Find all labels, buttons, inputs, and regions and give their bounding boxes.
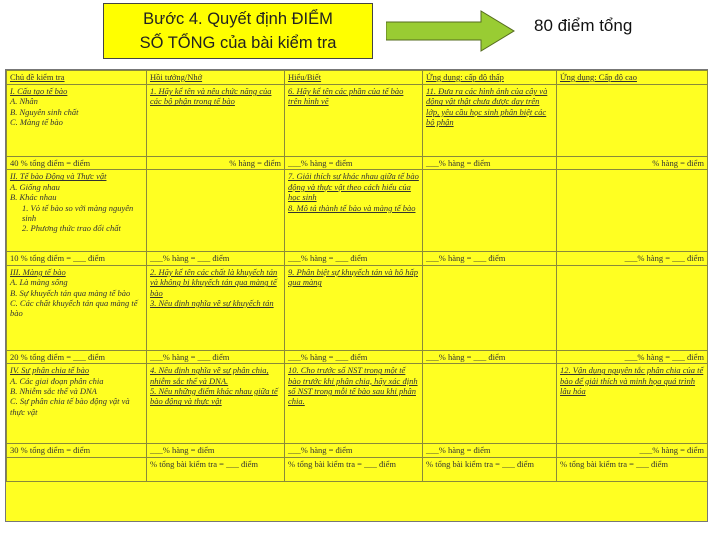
points-cell: 20 % tổng điểm = ___ điểm — [7, 350, 147, 363]
topic-line: 1. Vỏ tế bào so với màng nguyên sinh — [22, 202, 134, 224]
points-cell: ___% hàng = điểm — [423, 157, 557, 170]
total-points-label: 80 điểm tổng — [534, 16, 633, 35]
understand-line: 7. Giải thích sự khác nhau giữa tế bào động và thực vật theo cách hiểu của học sinh — [288, 171, 419, 203]
totals-cell: % tổng bài kiểm tra = ___ điểm — [557, 457, 708, 481]
topic-line: C. Sự phân chia tế bào động vật và thực vật — [10, 396, 130, 417]
topic-line: 2. Phương thức trao đổi chất — [22, 223, 121, 234]
step-title-box — [103, 3, 373, 59]
remember-line: 2. Hãy kể tên các chất là khuyếch tán và không bị khuyếch tán qua màng tế bào — [150, 266, 278, 298]
understand-cell — [285, 170, 423, 252]
points-cell: ___% hàng = ___ điểm — [557, 252, 708, 265]
topic-line: A. Các giai đoạn phân chia — [10, 375, 104, 386]
points-cell: ___% hàng = điểm — [557, 444, 708, 457]
remember-cell — [147, 170, 285, 252]
points-cell: ___% hàng = ___ điểm — [147, 252, 285, 265]
totals-cell: % tổng bài kiểm tra = ___ điểm — [147, 457, 285, 481]
topic-line: I. Cấu tạo tế bào — [10, 86, 68, 96]
points-cell: ___% hàng = điểm — [285, 444, 423, 457]
apply-high-cell — [557, 265, 708, 350]
right-arrow-icon — [386, 10, 516, 52]
points-cell: % hàng = điểm — [557, 157, 708, 170]
understand-cell: 6. Hãy kể tên các phần của tế bào trên hình vẽ — [285, 85, 423, 157]
topic-line: B. Khác nhau — [10, 192, 57, 203]
points-cell: 30 % tổng điểm = điểm — [7, 444, 147, 457]
apply-low-cell — [423, 170, 557, 252]
points-cell: ___% hàng = ___ điểm — [147, 350, 285, 363]
header-apply-high: Ứng dụng: Cấp độ cao — [557, 71, 708, 85]
points-cell: 10 % tổng điểm = ___ điểm — [7, 252, 147, 265]
header-row — [7, 71, 708, 85]
points-cell: % hàng = điểm — [147, 157, 285, 170]
points-cell: 40 % tổng điểm = điểm — [7, 157, 147, 170]
topic-cell — [7, 265, 147, 350]
topic-line: B. Nguyên sinh chất — [10, 106, 79, 117]
topic-line: B. Sự khuyếch tán qua màng tế bào — [10, 287, 131, 298]
apply-high-cell — [557, 85, 708, 157]
points-row — [7, 444, 708, 457]
topic-line: C. Màng tế bào — [10, 117, 63, 128]
table-row — [7, 265, 708, 350]
understand-line: 8. Mô tả thành tế bào và màng tế bào — [288, 202, 416, 213]
totals-cell: % tổng bài kiểm tra = ___ điểm — [285, 457, 423, 481]
points-row — [7, 157, 708, 170]
apply-low-cell: 11. Đưa ra các hình ảnh của cây và động vật thật chưa được dạy trên lớp, yêu cầu học sinh phân biệt các bộ phận — [423, 85, 557, 157]
header-understand: Hiểu/Biết — [285, 71, 423, 85]
topic-cell — [7, 364, 147, 444]
apply-low-cell — [423, 364, 557, 444]
points-cell: ___% hàng = điểm — [423, 444, 557, 457]
apply-high-cell: 12. Vận dụng nguyên tắc phân chia của tế bào để giải thích và minh họa quá trình lâu hóa — [557, 364, 708, 444]
table-row — [7, 85, 708, 157]
remember-line: 3. Nêu định nghĩa về sự khuyếch tán — [150, 298, 274, 309]
apply-low-cell — [423, 265, 557, 350]
test-blueprint-table — [5, 69, 708, 522]
understand-cell: 9. Phân biệt sự khuyếch tán và hô hấp qua màng — [285, 265, 423, 350]
points-cell: ___% hàng = ___ điểm — [285, 350, 423, 363]
points-cell: ___% hàng = điểm — [285, 157, 423, 170]
remember-line: 5. Nêu những điểm khác nhau giữa tế bào động và thực vật — [150, 386, 278, 407]
remember-cell — [147, 265, 285, 350]
step-title-line2: SỐ TỔNG của bài kiểm tra — [139, 34, 337, 52]
topic-line: III. Màng tế bào — [10, 266, 66, 277]
totals-cell — [7, 457, 147, 481]
points-cell: ___% hàng = điểm — [147, 444, 285, 457]
totals-cell: % tổng bài kiểm tra = ___ điểm — [423, 457, 557, 481]
points-row — [7, 350, 708, 363]
topic-line: A. Giống nhau — [10, 181, 60, 192]
totals-row — [7, 457, 708, 481]
topic-cell — [7, 170, 147, 252]
points-cell: ___% hàng = ___ điểm — [423, 350, 557, 363]
points-cell: ___% hàng = ___ điểm — [557, 350, 708, 363]
topic-line: A. Nhân — [10, 96, 38, 107]
points-cell: ___% hàng = ___ điểm — [285, 252, 423, 265]
table-row — [7, 170, 708, 252]
points-cell: ___% hàng = ___ điểm — [423, 252, 557, 265]
step-title-line1: Bước 4. Quyết định ĐIỂM — [143, 10, 333, 28]
topic-line: IV. Sự phân chia tế bào — [10, 365, 90, 376]
points-row — [7, 252, 708, 265]
header-remember: Hồi tưởng/Nhớ — [147, 71, 285, 85]
topic-line: B. Nhiễm sắc thể và DNA — [10, 386, 97, 397]
header-apply-low: Ứng dụng: cấp độ thấp — [423, 71, 557, 85]
table-row — [7, 364, 708, 444]
remember-cell: 1. Hãy kể tên và nêu chức năng của các bộ phận trong tế bào — [147, 85, 285, 157]
topic-line: II. Tế bào Động và Thực vật — [10, 171, 107, 182]
header-topic: Chủ đề kiểm tra — [7, 71, 147, 85]
topic-line: C. Các chất khuyếch tán qua màng tế bào — [10, 298, 138, 319]
apply-high-cell — [557, 170, 708, 252]
understand-cell: 10. Cho trước số NST trong một tế bào trước khi phân chia, hãy xác định số NST trong mỗi tế bào sau khi phân chia. — [285, 364, 423, 444]
topic-line: A. Là màng sống — [10, 277, 68, 288]
topic-cell — [7, 85, 147, 157]
remember-line: 4. Nêu định nghĩa về sự phân chia, nhiễm sắc thể và DNA. — [150, 365, 269, 386]
remember-cell — [147, 364, 285, 444]
